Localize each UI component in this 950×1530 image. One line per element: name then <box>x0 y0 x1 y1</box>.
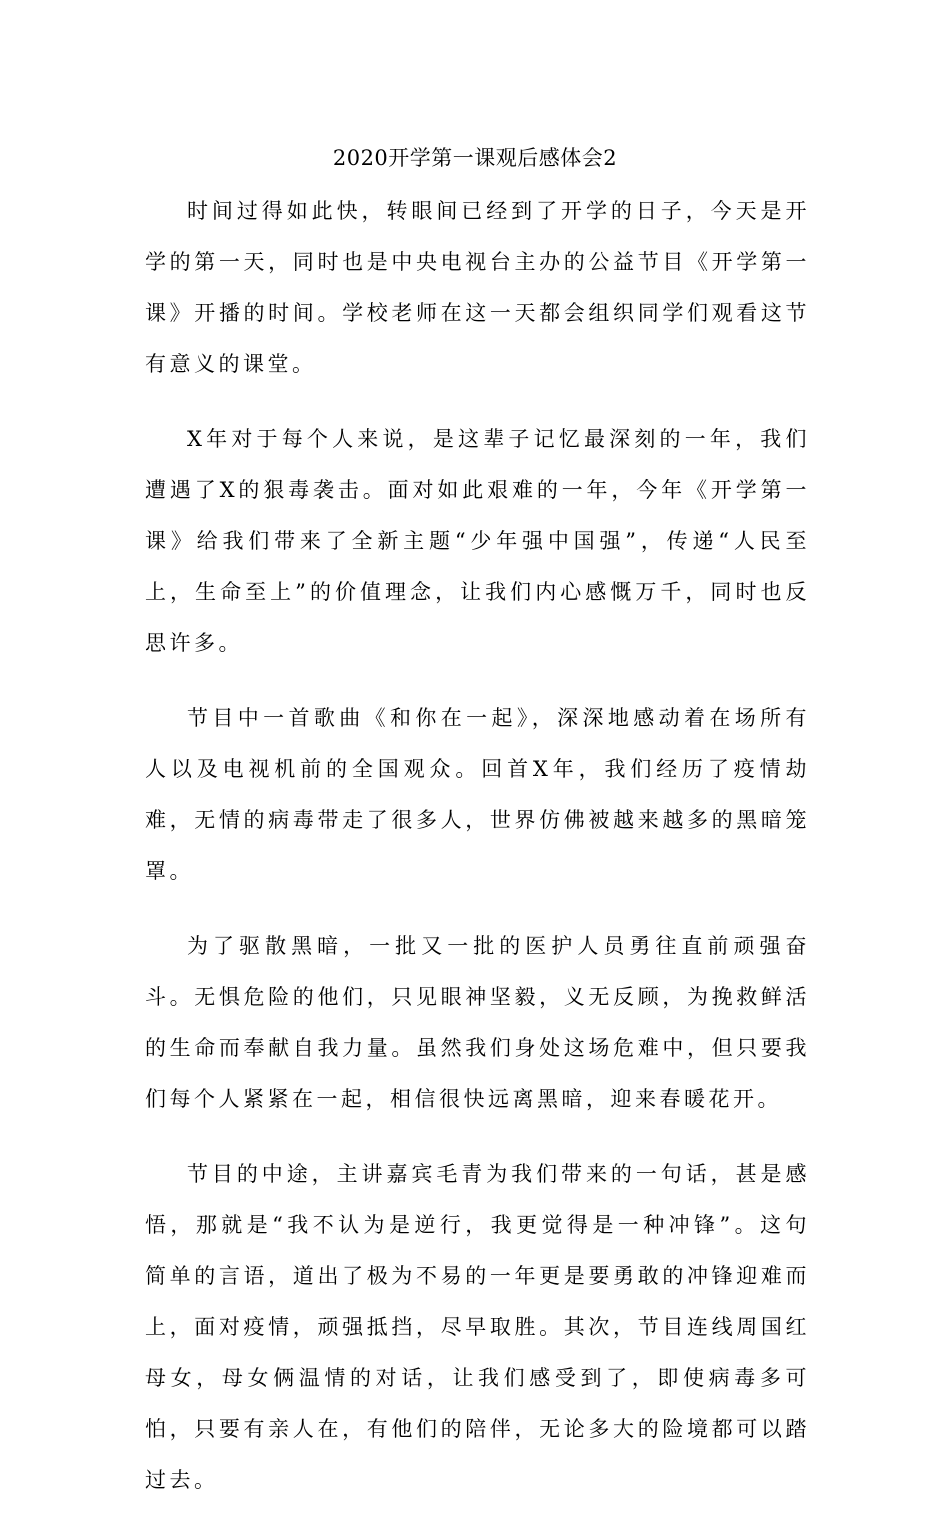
paragraph: 为了驱散黑暗，一批又一批的医护人员勇往直前顽强奋斗。无惧危险的他们，只见眼神坚毅，义无反顾，为挽救鲜活的生命而奉献自我力量。虽然我们身处这场危难中，但只要我们每个人紧紧在一起，相信很快远离黑暗，迎来春暖花开。 <box>145 934 810 1111</box>
paragraph: 节目的中途，主讲嘉宾毛青为我们带来的一句话，甚是感悟，那就是“我不认为是逆行，我更觉得是一种冲锋”。这句简单的言语，道出了极为不易的一年更是要勇敢的冲锋迎难而上，面对疫情，顽强抵挡，尽早取胜。其次，节目连线周国红母女，母女俩温情的对话，让我们感受到了，即使病毒多可怕，只要有亲人在，有他们的陪伴，无论多大的险境都可以踏过去。 <box>145 1162 810 1492</box>
paragraph: 时间过得如此快，转眼间已经到了开学的日子，今天是开学的第一天，同时也是中央电视台主办的公益节目《开学第一课》开播的时间。学校老师在这一天都会组织同学们观看这节有意义的课堂。 <box>145 199 810 376</box>
paragraph: X年对于每个人来说，是这辈子记忆最深刻的一年，我们遭遇了X的狠毒袭击。面对如此艰难的一年，今年《开学第一课》给我们带来了全新主题“少年强中国强”，传递“人民至上，生命至上”的价值理念，让我们内心感慨万千，同时也反思许多。 <box>145 427 810 655</box>
document-body <box>145 186 810 1530</box>
paragraph: 节目中一首歌曲《和你在一起》，深深地感动着在场所有人以及电视机前的全国观众。回首X年，我们经历了疫情劫难，无情的病毒带走了很多人，世界仿佛被越来越多的黑暗笼罩。 <box>145 706 810 883</box>
document-title: 2020开学第一课观后感体会2 <box>332 146 618 170</box>
